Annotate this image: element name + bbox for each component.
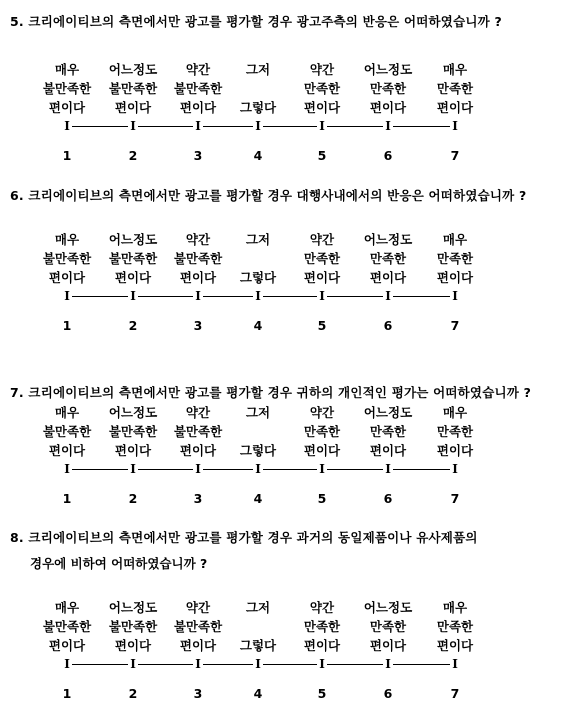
scale-number[interactable]: 1 (62, 686, 72, 701)
question-number: 8. (10, 530, 24, 545)
scale-label-line: 만족한 (369, 251, 407, 266)
scale-label-line: 만족한 (303, 619, 341, 634)
scale-option-label (223, 60, 293, 117)
scale-label-line: 그저 (245, 62, 271, 77)
scale-number[interactable]: 6 (383, 491, 393, 506)
scale-label-line: 약간 (185, 62, 211, 77)
scale-label-line: 편이다 (436, 270, 474, 285)
scale-label-line: 불만족한 (42, 619, 92, 634)
scale-tick: I (128, 120, 138, 133)
scale-label-line: 그저 (245, 232, 271, 247)
scale-tick: I (450, 658, 460, 671)
scale-option-label (287, 403, 357, 460)
scale-label-line: 편이다 (114, 443, 152, 458)
scale-option-label (98, 230, 168, 287)
scale-label-line: 불만족한 (42, 81, 92, 96)
question-title (10, 528, 478, 546)
scale-tick: I (253, 658, 263, 671)
scale-label-line (223, 249, 293, 268)
scale-label-line: 편이다 (114, 638, 152, 653)
scale-label-line: 약간 (309, 232, 335, 247)
scale-option-label (32, 403, 102, 460)
scale-number[interactable]: 6 (383, 686, 393, 701)
scale-tick: I (317, 658, 327, 671)
scale-label-line: 매우 (54, 62, 80, 77)
scale-number[interactable]: 4 (253, 318, 263, 333)
scale-tick: I (317, 290, 327, 303)
scale-number[interactable]: 7 (450, 318, 460, 333)
scale-label-line: 그렇다 (239, 443, 277, 458)
scale-option-label (223, 403, 293, 460)
scale-tick: I (253, 463, 263, 476)
scale-number[interactable]: 3 (193, 148, 203, 163)
question-title (10, 186, 526, 204)
scale-label-line: 만족한 (436, 424, 474, 439)
scale-label-line: 어느정도 (363, 405, 413, 420)
scale-label-line: 편이다 (369, 638, 407, 653)
scale-label-line: 매우 (442, 232, 468, 247)
scale-option-label (287, 60, 357, 117)
scale-tick: I (383, 290, 393, 303)
scale-label-line: 매우 (54, 232, 80, 247)
scale-tick: I (62, 120, 72, 133)
scale-number[interactable]: 3 (193, 491, 203, 506)
scale-number[interactable]: 5 (317, 318, 327, 333)
scale-label-line: 불만족한 (108, 424, 158, 439)
scale-number[interactable]: 5 (317, 491, 327, 506)
scale-label-line: 그저 (245, 600, 271, 615)
scale-number[interactable]: 3 (193, 318, 203, 333)
scale-number[interactable]: 3 (193, 686, 203, 701)
scale-label-line: 불만족한 (173, 251, 223, 266)
scale-tick: I (62, 290, 72, 303)
scale-number[interactable]: 5 (317, 686, 327, 701)
scale-label-line: 편이다 (369, 100, 407, 115)
scale-axis (64, 461, 458, 477)
scale-option-label (353, 598, 423, 655)
scale-label-line: 만족한 (303, 424, 341, 439)
scale-label-line: 만족한 (369, 81, 407, 96)
scale-label-line: 편이다 (48, 100, 86, 115)
scale-option-label (32, 598, 102, 655)
scale-number[interactable]: 7 (450, 686, 460, 701)
scale-label-line: 만족한 (436, 81, 474, 96)
scale-label-line: 편이다 (179, 638, 217, 653)
scale-number[interactable]: 2 (128, 148, 138, 163)
scale-number[interactable]: 4 (253, 148, 263, 163)
scale-label-line: 편이다 (303, 270, 341, 285)
scale-label-line: 불만족한 (173, 619, 223, 634)
scale-label-line: 편이다 (436, 638, 474, 653)
scale-option-label (287, 598, 357, 655)
scale-label-line: 편이다 (436, 443, 474, 458)
scale-number[interactable]: 5 (317, 148, 327, 163)
scale-number[interactable]: 6 (383, 318, 393, 333)
scale-option-label (223, 230, 293, 287)
scale-label-line: 편이다 (369, 270, 407, 285)
scale-label-line: 만족한 (369, 424, 407, 439)
scale-label-line: 불만족한 (108, 81, 158, 96)
question-number: 7. (10, 385, 24, 400)
scale-label-line: 약간 (185, 600, 211, 615)
scale-tick: I (253, 290, 263, 303)
scale-label-line: 어느정도 (363, 232, 413, 247)
scale-label-line: 그렇다 (239, 270, 277, 285)
scale-label-line: 매우 (54, 405, 80, 420)
scale-tick: I (383, 120, 393, 133)
scale-tick: I (62, 463, 72, 476)
scale-option-label (223, 598, 293, 655)
scale-label-line: 편이다 (48, 638, 86, 653)
scale-label-line: 매우 (442, 62, 468, 77)
scale-label-line: 불만족한 (173, 424, 223, 439)
scale-option-label (98, 598, 168, 655)
scale-label-line: 그렇다 (239, 100, 277, 115)
scale-label-line: 편이다 (179, 100, 217, 115)
scale-label-line: 매우 (54, 600, 80, 615)
scale-label-line: 만족한 (303, 81, 341, 96)
scale-number[interactable]: 4 (253, 491, 263, 506)
scale-label-line: 편이다 (303, 638, 341, 653)
scale-label-line: 그저 (245, 405, 271, 420)
scale-option-label (32, 60, 102, 117)
scale-label-line: 편이다 (436, 100, 474, 115)
scale-number[interactable]: 7 (450, 148, 460, 163)
scale-tick: I (383, 658, 393, 671)
question-number: 5. (10, 14, 24, 29)
scale-label-line (223, 422, 293, 441)
scale-tick: I (128, 290, 138, 303)
scale-tick: I (450, 290, 460, 303)
scale-label-line: 어느정도 (363, 600, 413, 615)
scale-label-line (223, 617, 293, 636)
scale-label-line: 어느정도 (363, 62, 413, 77)
scale-option-label (420, 230, 490, 287)
scale-tick: I (62, 658, 72, 671)
question-text: 크리에이티브의 측면에서만 광고를 평가할 경우 과거의 동일제품이나 유사제품의 (28, 530, 478, 545)
scale-tick: I (193, 120, 203, 133)
scale-option-label (98, 403, 168, 460)
scale-label-line: 불만족한 (173, 81, 223, 96)
scale-tick: I (317, 463, 327, 476)
scale-number[interactable]: 4 (253, 686, 263, 701)
scale-label-line: 편이다 (114, 270, 152, 285)
scale-label-line: 어느정도 (108, 405, 158, 420)
scale-tick: I (450, 120, 460, 133)
scale-label-line: 만족한 (436, 251, 474, 266)
scale-tick: I (128, 463, 138, 476)
scale-label-line (223, 79, 293, 98)
scale-label-line: 매우 (442, 600, 468, 615)
scale-number[interactable]: 1 (62, 491, 72, 506)
scale-label-line: 어느정도 (108, 600, 158, 615)
scale-option-label (353, 403, 423, 460)
scale-label-line: 약간 (185, 405, 211, 420)
scale-number[interactable]: 1 (62, 318, 72, 333)
scale-axis (64, 118, 458, 134)
scale-label-line: 약간 (185, 232, 211, 247)
scale-label-line: 편이다 (179, 443, 217, 458)
question-text-continued: 경우에 비하여 어떠하였습니까 ? (30, 556, 208, 571)
scale-label-line: 편이다 (114, 100, 152, 115)
scale-label-line: 불만족한 (42, 424, 92, 439)
scale-label-line: 편이다 (369, 443, 407, 458)
scale-number[interactable]: 2 (128, 686, 138, 701)
scale-label-line: 어느정도 (108, 232, 158, 247)
scale-tick: I (128, 658, 138, 671)
scale-axis (64, 288, 458, 304)
scale-tick: I (193, 290, 203, 303)
scale-label-line: 만족한 (303, 251, 341, 266)
scale-axis (64, 656, 458, 672)
scale-option-label (287, 230, 357, 287)
scale-label-line: 편이다 (303, 100, 341, 115)
scale-number[interactable]: 2 (128, 491, 138, 506)
scale-label-line: 만족한 (369, 619, 407, 634)
scale-option-label (98, 60, 168, 117)
scale-tick: I (383, 463, 393, 476)
scale-label-line: 불만족한 (42, 251, 92, 266)
scale-label-line: 편이다 (48, 270, 86, 285)
scale-label-line: 편이다 (303, 443, 341, 458)
scale-tick: I (193, 463, 203, 476)
question-text: 크리에이티브의 측면에서만 광고를 평가할 경우 광고주측의 반응은 어떠하였습니까 ? (28, 14, 502, 29)
scale-label-line: 약간 (309, 62, 335, 77)
scale-label-line: 약간 (309, 405, 335, 420)
scale-option-label (420, 598, 490, 655)
scale-option-label (420, 403, 490, 460)
scale-tick: I (450, 463, 460, 476)
scale-number[interactable]: 1 (62, 148, 72, 163)
scale-number[interactable]: 6 (383, 148, 393, 163)
scale-tick: I (193, 658, 203, 671)
question-text: 크리에이티브의 측면에서만 광고를 평가할 경우 귀하의 개인적인 평가는 어떠하였습니까 ? (28, 385, 532, 400)
scale-option-label (420, 60, 490, 117)
scale-label-line: 불만족한 (108, 619, 158, 634)
scale-option-label (353, 230, 423, 287)
question-title (10, 383, 531, 401)
question-text: 크리에이티브의 측면에서만 광고를 평가할 경우 대행사내에서의 반응은 어떠하였습니까 ? (28, 188, 527, 203)
scale-label-line: 편이다 (48, 443, 86, 458)
question-number: 6. (10, 188, 24, 203)
scale-tick: I (317, 120, 327, 133)
scale-label-line: 편이다 (179, 270, 217, 285)
scale-label-line: 만족한 (436, 619, 474, 634)
scale-label-line: 어느정도 (108, 62, 158, 77)
scale-label-line: 약간 (309, 600, 335, 615)
scale-option-label (32, 230, 102, 287)
scale-tick: I (253, 120, 263, 133)
question-title (10, 12, 502, 30)
scale-label-line: 불만족한 (108, 251, 158, 266)
scale-label-line: 그렇다 (239, 638, 277, 653)
scale-number[interactable]: 7 (450, 491, 460, 506)
scale-option-label (353, 60, 423, 117)
scale-number[interactable]: 2 (128, 318, 138, 333)
scale-label-line: 매우 (442, 405, 468, 420)
